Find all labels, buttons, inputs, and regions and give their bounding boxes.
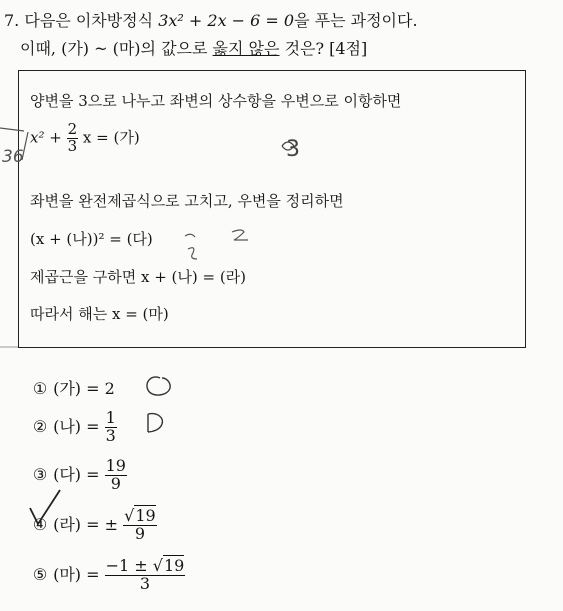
question-line2-end: 것은? [4점]	[284, 39, 368, 58]
da-scribble-1	[185, 234, 195, 237]
option-2-circle-mark	[148, 414, 162, 432]
step4-text: 따라서 해는 x = (마)	[30, 305, 169, 323]
option-5-mark: ⑤	[32, 564, 48, 584]
option-2-denominator: 3	[105, 425, 116, 445]
option-4-radicand: 19	[135, 506, 156, 525]
question-line1: 다음은 이차방정식	[24, 11, 154, 30]
option-4-numerator: √19	[124, 506, 156, 525]
option-5-denominator: 3	[139, 573, 151, 593]
margin-note: 36	[2, 147, 24, 167]
option-5-radicand: 19	[163, 556, 185, 575]
option-5-label: (마) =	[53, 564, 100, 584]
question-line2: 이때, (가) ~ (마)의 값으로	[20, 39, 208, 58]
step2-text: 좌변을 완전제곱식으로 고치고, 우변을 정리하면	[30, 192, 344, 210]
option-2-label: (나) =	[53, 416, 100, 436]
step1-text: 양변을 3으로 나누고 좌변의 상수항을 우변으로 이항하면	[30, 92, 402, 110]
ga-note: 3	[286, 137, 300, 162]
option-1-circle-mark	[147, 377, 170, 395]
option-5-numerator: −1 ± √19	[105, 556, 185, 575]
option-1-mark: ①	[32, 379, 48, 398]
eq1-left: x² +	[30, 128, 62, 147]
option-5-numerator-prefix: −1 ±	[105, 556, 148, 575]
question-line1-end: 을 푸는 과정이다.	[294, 11, 418, 30]
option-4-label: (라) = ±	[53, 514, 119, 534]
option-2-numerator: 1	[105, 408, 116, 427]
option-3-denominator: 9	[110, 473, 121, 493]
option-3-numerator: 19	[105, 456, 126, 475]
option-2-mark: ②	[32, 416, 48, 436]
step3-text: 제곱근을 구하면 x + (나) = (라)	[30, 268, 247, 286]
eq1-right: x = (가)	[82, 128, 140, 147]
eq2: (x + (나))² = (다)	[30, 230, 153, 248]
question-number: 7.	[4, 11, 20, 30]
da-scribble-2	[188, 248, 197, 259]
option-4-denominator: 9	[134, 523, 145, 543]
option-4-mark: ④	[32, 514, 48, 534]
option-3-label: (다) =	[53, 464, 100, 484]
da-scribble-3	[232, 230, 248, 240]
option-4-check-mark	[30, 490, 60, 524]
option-3-mark: ③	[32, 464, 48, 484]
eq1-denominator: 3	[67, 136, 78, 155]
eq1-numerator: 2	[67, 120, 78, 138]
margin-stroke	[0, 128, 24, 131]
option-1-label: (가) = 2	[53, 379, 115, 398]
question-underlined: 옳지 않은	[212, 39, 280, 58]
question-equation: 3x² + 2x − 6 = 0	[158, 11, 295, 30]
